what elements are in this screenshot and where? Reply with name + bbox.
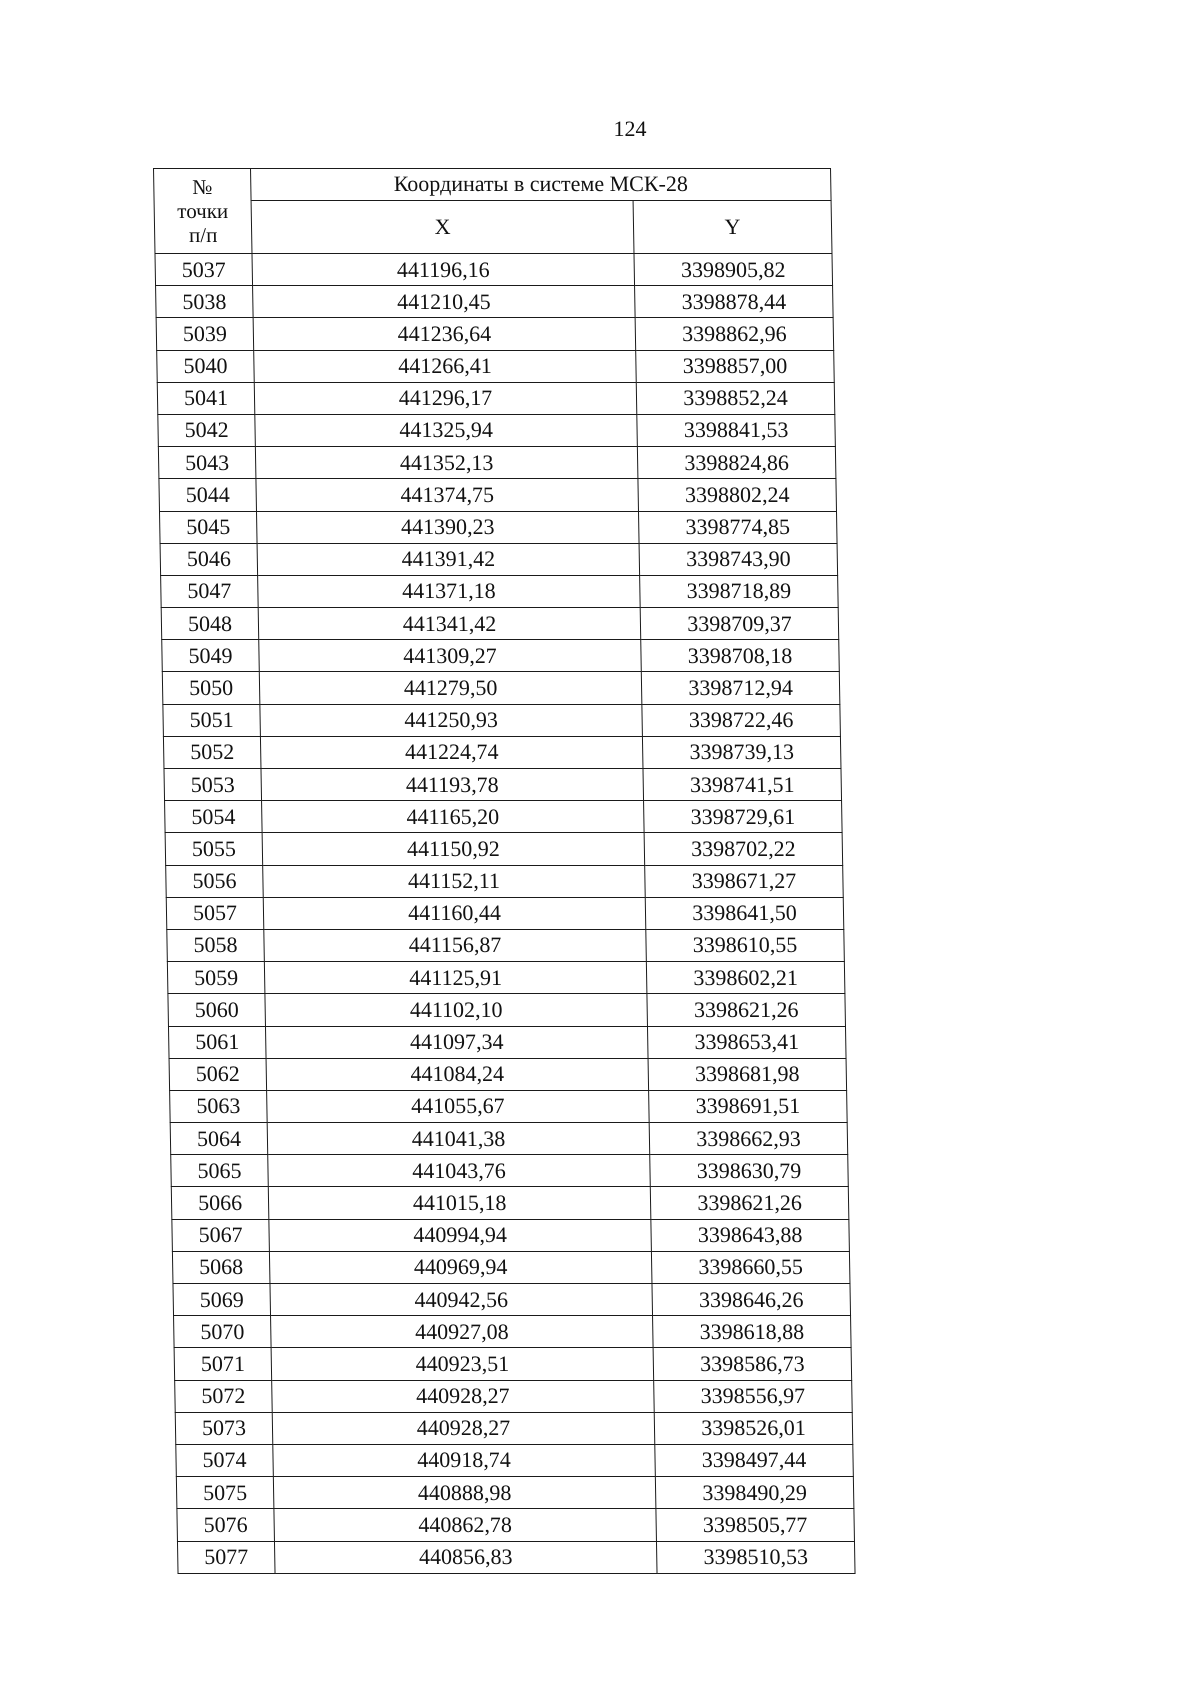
y-coordinate-cell: 3398841,53 bbox=[637, 414, 836, 446]
point-number-cell: 5045 bbox=[159, 511, 257, 543]
y-coordinate-cell: 3398691,51 bbox=[649, 1090, 848, 1122]
table-row bbox=[166, 897, 844, 929]
x-coordinate-cell: 441125,91 bbox=[264, 962, 647, 994]
point-number-cell: 5042 bbox=[158, 414, 256, 446]
table-row bbox=[175, 1412, 853, 1444]
x-coordinate-cell: 441391,42 bbox=[257, 543, 640, 575]
point-number-cell: 5069 bbox=[173, 1284, 271, 1316]
x-coordinate-cell: 441371,18 bbox=[258, 575, 641, 607]
table-row bbox=[167, 962, 845, 994]
table-row bbox=[172, 1219, 850, 1251]
point-number-cell: 5039 bbox=[156, 318, 254, 350]
point-number-cell: 5062 bbox=[169, 1058, 267, 1090]
table-row bbox=[158, 414, 836, 446]
point-number-cell: 5049 bbox=[162, 640, 260, 672]
x-coordinate-cell: 441236,64 bbox=[253, 318, 636, 350]
table-row bbox=[162, 640, 840, 672]
x-coordinate-cell: 441193,78 bbox=[261, 769, 644, 801]
x-coordinate-cell: 441043,76 bbox=[268, 1155, 651, 1187]
y-coordinate-cell: 3398610,55 bbox=[646, 929, 845, 961]
x-coordinate-cell: 441097,34 bbox=[265, 1026, 648, 1058]
table-row bbox=[169, 1058, 847, 1090]
x-coordinate-cell: 441296,17 bbox=[254, 382, 637, 414]
coordinate-system-header: Координаты в системе МСК-28 bbox=[251, 169, 832, 201]
point-number-header-line3: п/п bbox=[188, 223, 218, 248]
y-coordinate-cell: 3398621,26 bbox=[647, 994, 846, 1026]
table-row bbox=[160, 543, 838, 575]
point-number-cell: 5076 bbox=[177, 1509, 275, 1541]
point-number-header-line2: точки bbox=[177, 198, 229, 223]
table-row bbox=[162, 672, 840, 704]
point-number-header bbox=[154, 169, 252, 254]
y-coordinate-cell: 3398862,96 bbox=[635, 318, 834, 350]
point-number-cell: 5047 bbox=[161, 575, 259, 607]
x-coordinate-cell: 441309,27 bbox=[259, 640, 642, 672]
point-number-cell: 5061 bbox=[168, 1026, 266, 1058]
x-coordinate-cell: 440928,27 bbox=[272, 1380, 655, 1412]
y-coordinate-cell: 3398505,77 bbox=[656, 1509, 855, 1541]
table-row bbox=[163, 704, 841, 736]
table-body bbox=[155, 254, 855, 1574]
point-number-cell: 5059 bbox=[167, 962, 265, 994]
point-number-cell: 5072 bbox=[175, 1380, 273, 1412]
x-coordinate-cell: 440969,94 bbox=[269, 1251, 652, 1283]
x-coordinate-cell: 440942,56 bbox=[270, 1284, 653, 1316]
y-coordinate-cell: 3398857,00 bbox=[636, 350, 835, 382]
y-coordinate-cell: 3398602,21 bbox=[646, 962, 845, 994]
y-coordinate-cell: 3398510,53 bbox=[656, 1541, 855, 1573]
point-number-cell: 5056 bbox=[166, 865, 264, 897]
x-coordinate-cell: 441102,10 bbox=[265, 994, 648, 1026]
table-row bbox=[165, 801, 843, 833]
y-coordinate-cell: 3398526,01 bbox=[654, 1412, 853, 1444]
point-number-cell: 5055 bbox=[165, 833, 263, 865]
table-row bbox=[177, 1509, 855, 1541]
table-row bbox=[176, 1477, 854, 1509]
y-coordinate-cell: 3398718,89 bbox=[640, 575, 839, 607]
table-row bbox=[171, 1155, 849, 1187]
point-number-cell: 5060 bbox=[168, 994, 266, 1026]
point-number-cell: 5057 bbox=[166, 897, 264, 929]
point-number-cell: 5071 bbox=[174, 1348, 272, 1380]
y-coordinate-cell: 3398708,18 bbox=[641, 640, 840, 672]
x-coordinate-cell: 441152,11 bbox=[263, 865, 646, 897]
y-coordinate-cell: 3398905,82 bbox=[634, 254, 833, 286]
x-column-header: X bbox=[251, 201, 634, 254]
x-coordinate-cell: 440923,51 bbox=[271, 1348, 654, 1380]
x-coordinate-cell: 440928,27 bbox=[272, 1412, 655, 1444]
x-coordinate-cell: 441055,67 bbox=[267, 1090, 650, 1122]
table-row bbox=[165, 833, 843, 865]
x-coordinate-cell: 441374,75 bbox=[256, 479, 639, 511]
point-number-cell: 5038 bbox=[156, 286, 254, 318]
point-number-cell: 5048 bbox=[161, 608, 259, 640]
table-row bbox=[175, 1380, 853, 1412]
point-number-cell: 5037 bbox=[155, 254, 253, 286]
point-number-cell: 5065 bbox=[171, 1155, 269, 1187]
table-row bbox=[161, 575, 839, 607]
x-coordinate-cell: 441156,87 bbox=[264, 929, 647, 961]
x-coordinate-cell: 441390,23 bbox=[256, 511, 639, 543]
table-row bbox=[173, 1284, 851, 1316]
point-number-cell: 5040 bbox=[157, 350, 255, 382]
table-row bbox=[167, 929, 845, 961]
table-row bbox=[166, 865, 844, 897]
table-row bbox=[170, 1090, 848, 1122]
x-coordinate-cell: 440856,83 bbox=[274, 1541, 657, 1573]
y-coordinate-cell: 3398729,61 bbox=[644, 801, 843, 833]
x-coordinate-cell: 441084,24 bbox=[266, 1058, 649, 1090]
page-number: 124 bbox=[613, 116, 647, 141]
y-coordinate-cell: 3398671,27 bbox=[645, 865, 844, 897]
x-coordinate-cell: 440888,98 bbox=[273, 1477, 656, 1509]
x-coordinate-cell: 441341,42 bbox=[258, 608, 641, 640]
table-row bbox=[159, 479, 837, 511]
y-coordinate-cell: 3398490,29 bbox=[655, 1477, 854, 1509]
table-row bbox=[171, 1187, 849, 1219]
point-number-cell: 5077 bbox=[177, 1541, 275, 1573]
y-coordinate-cell: 3398618,88 bbox=[653, 1316, 852, 1348]
coordinates-table bbox=[153, 168, 856, 1574]
y-coordinate-cell: 3398556,97 bbox=[654, 1380, 853, 1412]
table-row bbox=[164, 769, 842, 801]
y-coordinate-cell: 3398653,41 bbox=[647, 1026, 846, 1058]
y-coordinate-cell: 3398722,46 bbox=[642, 704, 841, 736]
y-column-header: Y bbox=[633, 201, 832, 254]
table-row bbox=[161, 608, 839, 640]
table-row bbox=[174, 1316, 852, 1348]
y-coordinate-cell: 3398739,13 bbox=[642, 736, 841, 768]
table-row bbox=[156, 318, 834, 350]
point-number-cell: 5063 bbox=[170, 1090, 268, 1122]
y-coordinate-cell: 3398662,93 bbox=[649, 1123, 848, 1155]
x-coordinate-cell: 440927,08 bbox=[271, 1316, 654, 1348]
y-coordinate-cell: 3398852,24 bbox=[636, 382, 835, 414]
point-number-cell: 5066 bbox=[171, 1187, 269, 1219]
point-number-cell: 5075 bbox=[176, 1477, 274, 1509]
point-number-cell: 5052 bbox=[163, 736, 261, 768]
y-coordinate-cell: 3398641,50 bbox=[645, 897, 844, 929]
y-coordinate-cell: 3398702,22 bbox=[644, 833, 843, 865]
y-coordinate-cell: 3398646,26 bbox=[652, 1284, 851, 1316]
table-row bbox=[168, 994, 846, 1026]
x-coordinate-cell: 440994,94 bbox=[269, 1219, 652, 1251]
y-coordinate-cell: 3398681,98 bbox=[648, 1058, 847, 1090]
point-number-cell: 5041 bbox=[157, 382, 255, 414]
table-row bbox=[176, 1444, 854, 1476]
y-coordinate-cell: 3398802,24 bbox=[638, 479, 837, 511]
point-number-cell: 5067 bbox=[172, 1219, 270, 1251]
y-coordinate-cell: 3398774,85 bbox=[638, 511, 837, 543]
x-coordinate-cell: 441150,92 bbox=[262, 833, 645, 865]
point-number-cell: 5068 bbox=[172, 1251, 270, 1283]
x-coordinate-cell: 441325,94 bbox=[255, 414, 638, 446]
y-coordinate-cell: 3398743,90 bbox=[639, 543, 838, 575]
table-row bbox=[174, 1348, 852, 1380]
x-coordinate-cell: 441160,44 bbox=[263, 897, 646, 929]
y-coordinate-cell: 3398586,73 bbox=[653, 1348, 852, 1380]
x-coordinate-cell: 441041,38 bbox=[267, 1123, 650, 1155]
point-number-cell: 5051 bbox=[163, 704, 261, 736]
x-coordinate-cell: 441224,74 bbox=[260, 736, 643, 768]
point-number-cell: 5053 bbox=[164, 769, 262, 801]
y-coordinate-cell: 3398660,55 bbox=[651, 1251, 850, 1283]
table-row bbox=[177, 1541, 855, 1573]
x-coordinate-cell: 441015,18 bbox=[268, 1187, 651, 1219]
table-row bbox=[163, 736, 841, 768]
point-number-cell: 5046 bbox=[160, 543, 258, 575]
point-number-cell: 5050 bbox=[162, 672, 260, 704]
point-number-header-line1: № bbox=[192, 174, 213, 199]
y-coordinate-cell: 3398709,37 bbox=[640, 608, 839, 640]
table-row bbox=[172, 1251, 850, 1283]
table-header bbox=[154, 169, 832, 254]
x-coordinate-cell: 441266,41 bbox=[254, 350, 637, 382]
point-number-cell: 5044 bbox=[159, 479, 257, 511]
point-number-cell: 5058 bbox=[167, 929, 265, 961]
point-number-cell: 5074 bbox=[176, 1444, 274, 1476]
x-coordinate-cell: 441196,16 bbox=[252, 254, 635, 286]
y-coordinate-cell: 3398712,94 bbox=[641, 672, 840, 704]
x-coordinate-cell: 440918,74 bbox=[273, 1444, 656, 1476]
y-coordinate-cell: 3398643,88 bbox=[651, 1219, 850, 1251]
point-number-cell: 5064 bbox=[170, 1123, 268, 1155]
y-coordinate-cell: 3398497,44 bbox=[655, 1444, 854, 1476]
x-coordinate-cell: 441352,13 bbox=[255, 447, 638, 479]
point-number-cell: 5054 bbox=[165, 801, 263, 833]
table-row bbox=[170, 1123, 848, 1155]
y-coordinate-cell: 3398621,26 bbox=[650, 1187, 849, 1219]
table-row bbox=[157, 382, 835, 414]
table-row bbox=[159, 511, 837, 543]
y-coordinate-cell: 3398630,79 bbox=[650, 1155, 849, 1187]
x-coordinate-cell: 441165,20 bbox=[262, 801, 645, 833]
x-coordinate-cell: 440862,78 bbox=[274, 1509, 657, 1541]
table-row bbox=[157, 350, 835, 382]
y-coordinate-cell: 3398878,44 bbox=[635, 286, 834, 318]
x-coordinate-cell: 441279,50 bbox=[259, 672, 642, 704]
y-coordinate-cell: 3398741,51 bbox=[643, 769, 842, 801]
point-number-cell: 5070 bbox=[174, 1316, 272, 1348]
table-row bbox=[158, 447, 836, 479]
x-coordinate-cell: 441250,93 bbox=[260, 704, 643, 736]
x-coordinate-cell: 441210,45 bbox=[253, 286, 636, 318]
table-row bbox=[156, 286, 834, 318]
table-row bbox=[155, 254, 833, 286]
point-number-cell: 5073 bbox=[175, 1412, 273, 1444]
point-number-cell: 5043 bbox=[158, 447, 256, 479]
y-coordinate-cell: 3398824,86 bbox=[637, 447, 836, 479]
table-row bbox=[168, 1026, 846, 1058]
